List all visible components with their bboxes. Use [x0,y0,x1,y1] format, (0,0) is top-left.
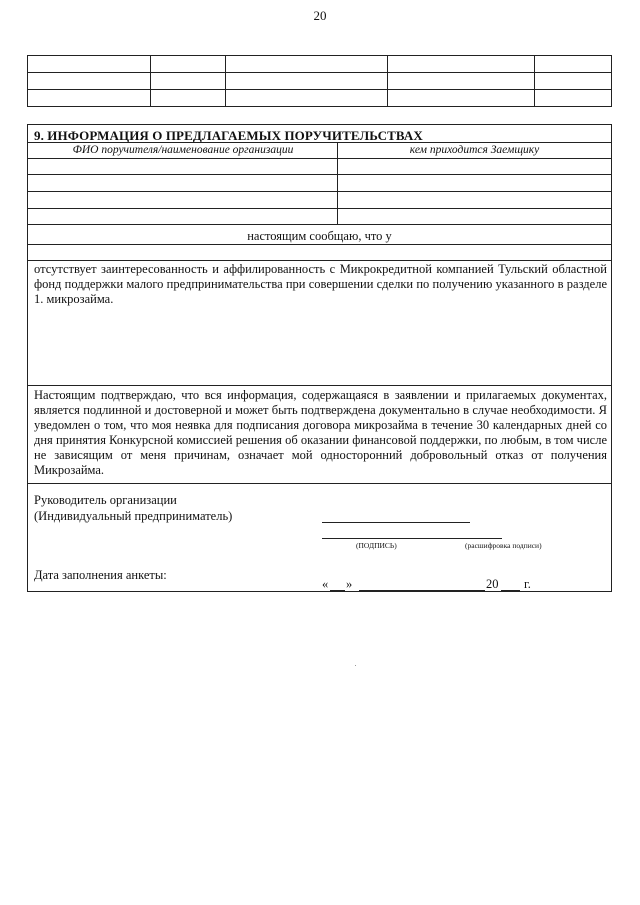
table-cell [28,90,151,107]
signature-decode-field[interactable] [322,538,502,539]
table-row-line[interactable] [28,158,611,159]
date-month-field[interactable] [359,590,485,591]
divider [28,483,611,484]
table-row [28,90,612,107]
decode-caption: (расшифровка подписи) [465,541,542,550]
signature-field[interactable] [322,522,470,523]
divider [28,260,611,261]
table-cell [225,56,388,73]
table-cell [535,73,612,90]
column-header-guarantor: ФИО поручителя/наименование организации [72,144,294,156]
table-cell [28,56,151,73]
table-row [28,56,612,73]
divider [28,224,611,225]
date-open-quote: « [322,577,329,591]
year-prefix: 20 [486,577,499,591]
column-divider [337,142,338,224]
table-cell [225,90,388,107]
top-continuation-table [27,55,612,107]
table-row [28,73,612,90]
divider [28,244,611,245]
table-cell [388,56,535,73]
statement-text: настоящим сообщаю, что у [247,229,392,243]
date-label: Дата заполнения анкеты: [34,568,167,582]
table-cell [150,73,225,90]
table-row-line[interactable] [28,208,611,209]
non-affiliation-paragraph: отсутствует заинтересованность и аффилированность с Микрокредитной компанией Тульский областной фонд поддержки малого предпринимательства при совершении сделки по получению указанного в разделе 1. микрозайма. [34,262,607,306]
year-suffix: г. [524,577,531,591]
table-cell [388,73,535,90]
scan-artifact [355,665,356,666]
date-year-field[interactable] [501,590,520,591]
divider [28,142,611,143]
signature-role-line1: Руководитель организации [34,493,177,507]
table-cell [388,90,535,107]
table-row-line[interactable] [28,174,611,175]
confirmation-paragraph: Настоящим подтверждаю, что вся информация, содержащаяся в заявлении и прилагаемых документах, является подлинной и достоверной и может быть подтверждена документально в случае необходимости. Я уведомлен о том, что моя неявка для подписания договора микрозайма в течение 30 календарных дней со дня принятия Конкурсной комиссией решения об оказании финансовой поддержки, по любым, в том числе не зависящим от меня причинам, означает мой односторонний добровольный отказ от получения Микрозайма. [34,388,607,477]
table-cell [225,73,388,90]
signature-role-line2: (Индивидуальный предприниматель) [34,509,233,523]
date-close-quote: » [346,577,353,591]
section-title: 9. ИНФОРМАЦИЯ О ПРЕДЛАГАЕМЫХ ПОРУЧИТЕЛЬСТВАХ [34,128,423,143]
table-cell [150,56,225,73]
table-row-line[interactable] [28,191,611,192]
table-cell [150,90,225,107]
column-header-relation: кем приходится Заемщику [409,144,540,156]
page-number: 20 [313,8,327,23]
table-cell [535,56,612,73]
table-cell [535,90,612,107]
section-9-guarantees [27,124,612,592]
divider [28,385,611,386]
date-day-field[interactable] [330,590,345,591]
table-cell [28,73,151,90]
signature-caption: (ПОДПИСЬ) [356,541,397,550]
